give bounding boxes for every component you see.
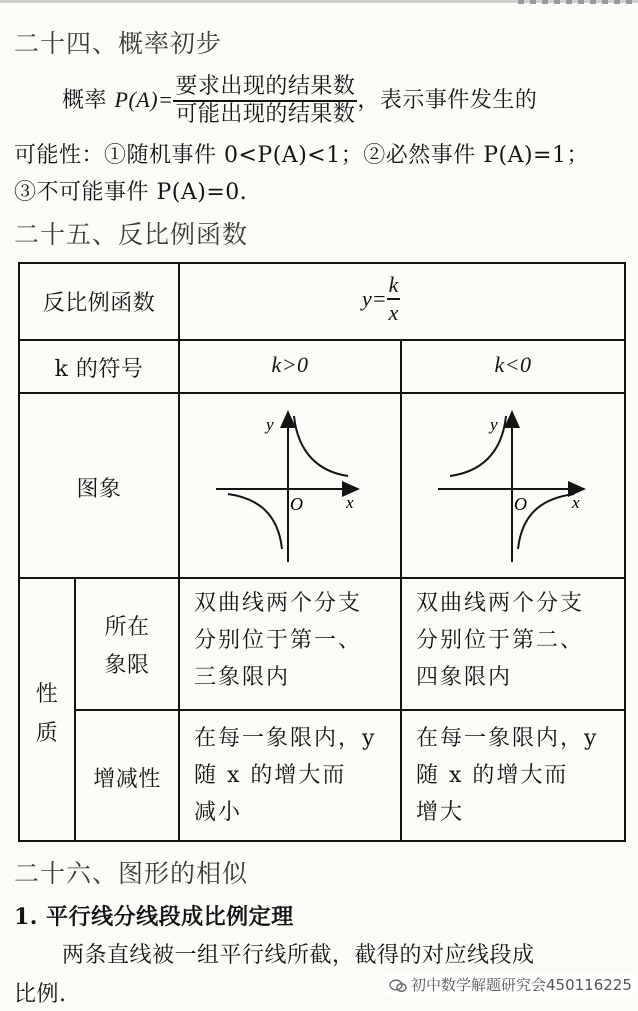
graph-k-positive (180, 394, 400, 577)
monotonicity-label: 增减性 (93, 767, 161, 792)
monotonicity-positive-line: 在每一象限内，y (194, 726, 377, 751)
monotonicity-negative-line: 在每一象限内，y (416, 726, 599, 751)
quadrant-label-1: 所在 (104, 615, 150, 640)
hyperbola-branch-q3 (228, 494, 282, 549)
theorem-text-line-1: 两条直线被一组平行线所截，截得的对应线段成 (62, 943, 535, 968)
graph-k-negative (402, 394, 624, 577)
y-axis-label: y (490, 415, 498, 434)
quadrant-positive-line: 分别位于第一、 (194, 628, 363, 653)
section-26-heading: 二十六、图形的相似 (14, 859, 249, 888)
quadrant-negative-text (416, 585, 584, 696)
quadrant-negative-line: 双曲线两个分支 (416, 591, 585, 616)
section-24-heading: 二十四、概率初步 (14, 29, 223, 58)
monotonicity-negative-line: 随 x 的增大而 (416, 763, 569, 788)
hyperbola-branch-q1 (294, 416, 348, 476)
monotonicity-positive-line: 减小 (194, 800, 243, 825)
formula-y: y= (362, 286, 387, 311)
table-row-divider (18, 339, 626, 341)
properties-label-2: 质 (35, 721, 59, 746)
properties-label-1: 性 (35, 682, 59, 707)
table-border-bottom (18, 840, 626, 842)
wechat-icon (389, 979, 407, 993)
impossible-event-line: ③不可能事件 P(A)=0. (14, 180, 248, 205)
hyperbola-branch-q2 (450, 416, 506, 476)
formula-numerator: k (387, 272, 401, 300)
table-border-top (18, 262, 626, 264)
row-label-graph: 图象 (76, 477, 122, 502)
probability-suffix: ，表示事件发生的 (357, 88, 538, 113)
section-25-heading: 二十五、反比例函数 (14, 220, 249, 249)
wechat-watermark (385, 973, 636, 996)
fraction-numerator: 要求出现的结果数 (173, 74, 357, 102)
x-axis-label: x (346, 493, 354, 512)
quadrant-positive-line: 双曲线两个分支 (194, 591, 363, 616)
row-label-function: 反比例函数 (42, 291, 156, 316)
fraction-denominator: 可能出现的结果数 (175, 102, 356, 127)
table-border-left (18, 262, 20, 842)
quadrant-positive-text (194, 585, 362, 696)
x-axis-label: x (572, 493, 580, 512)
row-label-k-sign: k 的符号 (54, 357, 144, 382)
origin-label: O (514, 494, 527, 514)
quadrant-negative-line: 分别位于第二、 (416, 628, 585, 653)
monotonicity-negative-text (416, 720, 598, 831)
quadrant-positive-line: 三象限内 (194, 665, 291, 690)
table-border-right (624, 262, 626, 842)
watermark-text: 初中数学解题研究会450116225 (411, 976, 632, 994)
k-positive-label: k>0 (271, 352, 309, 377)
formula-denominator: x (388, 300, 399, 325)
probability-symbol: P(A)= (114, 87, 174, 112)
y-axis-label: y (266, 415, 274, 434)
theorem-text-line-2: 比例. (14, 982, 67, 1007)
origin-label: O (290, 494, 303, 514)
k-negative-label: k<0 (494, 352, 532, 377)
quadrant-negative-line: 四象限内 (416, 665, 513, 690)
table-row-divider (74, 709, 626, 711)
quadrant-label-2: 象限 (104, 653, 150, 678)
probability-label: 概率 (62, 88, 108, 113)
probability-cases-line: 可能性：①随机事件 0<P(A)<1；②必然事件 P(A)=1； (14, 143, 589, 168)
function-formula (362, 272, 400, 326)
theorem-title: 1. 平行线分线段成比例定理 (14, 904, 294, 930)
formula-fraction (387, 272, 401, 326)
monotonicity-positive-text (194, 720, 376, 831)
table-row-divider (18, 577, 626, 579)
monotonicity-positive-line: 随 x 的增大而 (194, 763, 347, 788)
monotonicity-negative-line: 增大 (416, 800, 465, 825)
